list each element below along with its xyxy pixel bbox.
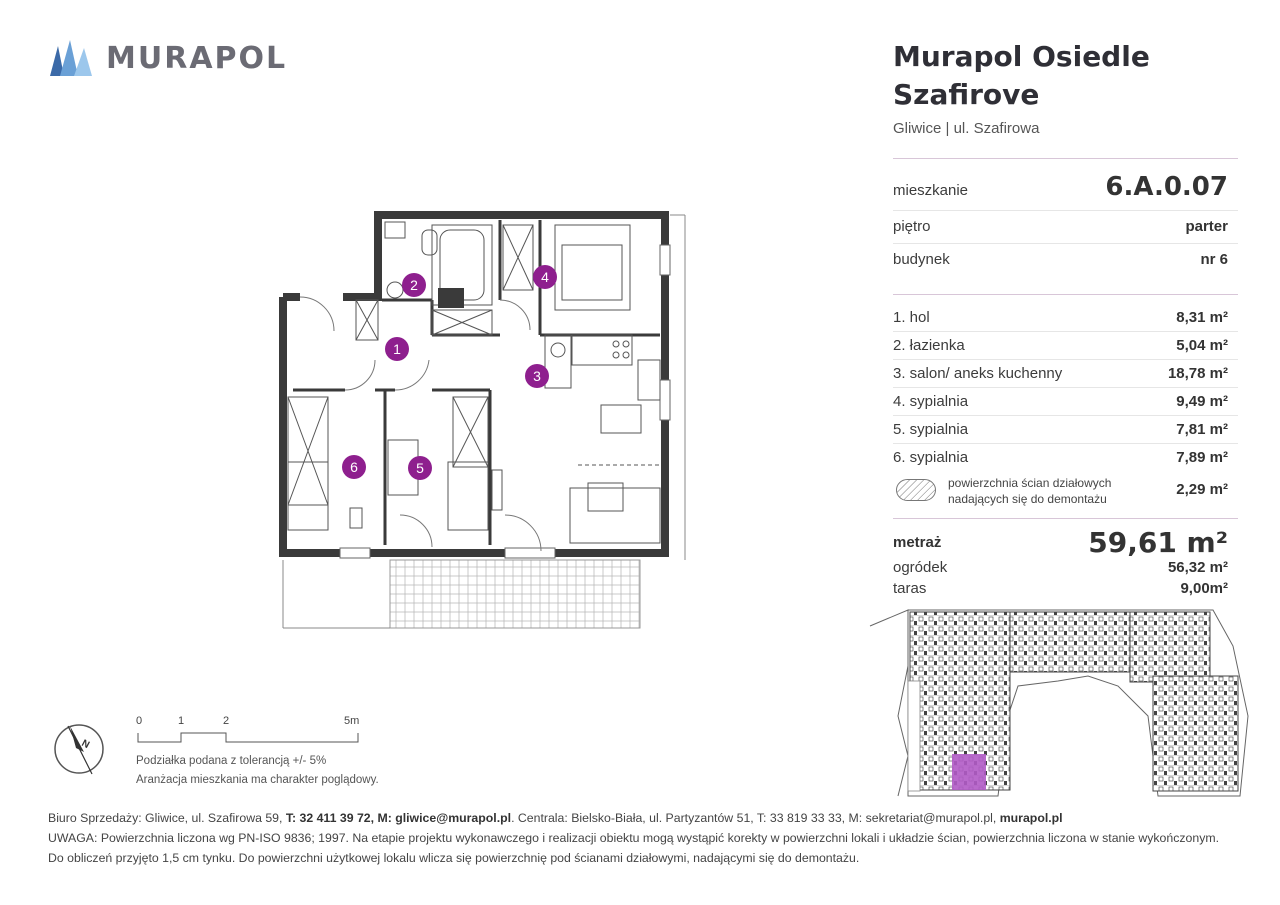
svg-text:5: 5 (416, 460, 424, 476)
room-label: 6. sypialnia (893, 449, 969, 466)
building-label: budynek (893, 251, 950, 268)
scale-tick: 5m (344, 715, 360, 727)
room-label: 5. sypialnia (893, 421, 969, 438)
footer-line-3: Do obliczeń przyjęto 1,5 cm tynku. Do powierzchni użytkowej lokalu wlicza się powierzchnię pod ścianami działowymi, nadającymi się do demontażu. (48, 851, 860, 865)
scale-ruler (136, 731, 361, 745)
garden-label: ogródek (893, 559, 948, 576)
room-row (893, 309, 1228, 326)
unit-row (893, 172, 1228, 202)
divider (893, 210, 1238, 211)
floor-value: parter (1185, 218, 1228, 235)
room-badge-4 (533, 265, 557, 289)
divider (893, 359, 1238, 360)
footer-website-link[interactable]: murapol.pl (999, 811, 1063, 825)
svg-text:1: 1 (393, 341, 401, 357)
room-label: 3. salon/ aneks kuchenny (893, 365, 1063, 382)
divider (893, 387, 1238, 388)
building-row (893, 251, 1228, 268)
room-area: 5,04 m² (1176, 337, 1228, 354)
highlighted-unit (952, 754, 986, 790)
garden-value: 56,32 m² (1167, 559, 1228, 576)
scale-tick: 0 (136, 715, 143, 727)
svg-text:2: 2 (410, 277, 418, 293)
scale-bar (136, 715, 376, 745)
footer-line-1 (48, 808, 1248, 828)
svg-text:N: N (79, 737, 92, 752)
brand-logo (50, 38, 290, 78)
divider (893, 415, 1238, 416)
footer-office: Biuro Sprzedaży: Gliwice, ul. Szafirowa 59, (48, 811, 286, 825)
footer-hq: . Centrala: Bielsko-Biała, ul. Partyzantów 51, T: 33 819 33 33, M: sekretariat@murapol.pl, (511, 811, 1000, 825)
room-row (893, 365, 1228, 382)
room-row (893, 337, 1228, 354)
svg-text:4: 4 (541, 269, 549, 285)
title-line-1: Murapol Osiedle (893, 40, 1150, 73)
floor-plan (270, 205, 700, 635)
metraz-label: metraż (893, 534, 942, 551)
room-label: 4. sypialnia (893, 393, 969, 410)
metraz-row (893, 526, 1228, 559)
room-label: 1. hol (893, 309, 930, 326)
footer (48, 808, 1248, 868)
floor-label: piętro (893, 218, 931, 235)
page-title (893, 38, 1253, 114)
footer-line-2: UWAGA: Powierzchnia liczona wg PN-ISO 9836; 1997. Na etapie projektu wykonawczego i realizacji obiektu mogą wystąpić korekty w powierzchni lokali i układzie ścian, powierzchnia liczona w stanie wykończonym. (48, 831, 1220, 845)
room-label: 2. łazienka (893, 337, 965, 354)
unit-label: mieszkanie (893, 182, 969, 199)
scale-tick: 2 (223, 715, 230, 727)
divider (893, 518, 1238, 519)
site-map (868, 606, 1253, 800)
room-row (893, 449, 1228, 466)
room-badge-1 (385, 337, 409, 361)
scale-tick: 1 (178, 715, 185, 727)
walls-note-line-1: powierzchnia ścian działowych (948, 476, 1112, 490)
room-badge-6 (342, 455, 366, 479)
room-badge-2 (402, 273, 426, 297)
location: Gliwice | ul. Szafirowa (893, 120, 1040, 137)
room-area: 7,81 m² (1176, 421, 1228, 438)
room-area: 7,89 m² (1176, 449, 1228, 466)
divider (893, 331, 1238, 332)
walls-note-line-2: nadających się do demontażu (948, 492, 1107, 506)
hatch-pattern-icon (896, 479, 936, 501)
room-badge-5 (408, 456, 432, 480)
floor-row (893, 218, 1228, 235)
room-row (893, 421, 1228, 438)
inner-walls (293, 220, 660, 545)
walls-legend (893, 475, 1228, 507)
room-area: 8,31 m² (1176, 309, 1228, 326)
divider (893, 158, 1238, 159)
room-row (893, 393, 1228, 410)
building-value: nr 6 (1200, 251, 1228, 268)
scale-note-1: Podziałka podana z tolerancją +/- 5% (136, 755, 327, 767)
footer-contact: T: 32 411 39 72, M: gliwice@murapol.pl (285, 811, 512, 825)
svg-text:6: 6 (350, 459, 358, 475)
divider (893, 443, 1238, 444)
divider (893, 294, 1238, 295)
scale-note-2: Aranżacja mieszkania ma charakter poglądowy. (136, 774, 379, 786)
unit-value: 6.A.0.07 (1105, 172, 1228, 202)
terrace-value: 9,00m² (1180, 580, 1228, 597)
room-area: 9,49 m² (1176, 393, 1228, 410)
outer-walls (283, 215, 665, 553)
compass-icon (48, 718, 110, 780)
divider (893, 243, 1238, 244)
room-area: 18,78 m² (1167, 365, 1228, 382)
metraz-value: 59,61 m² (1088, 526, 1228, 559)
terrace-grid (390, 560, 640, 628)
walls-area: 2,29 m² (1176, 481, 1228, 498)
terrace-row (893, 580, 1228, 597)
murapol-logo-icon (50, 40, 94, 76)
garden-row (893, 559, 1228, 576)
title-line-2: Szafirove (893, 78, 1040, 111)
room-badge-3 (525, 364, 549, 388)
brand-name: MURAPOL (106, 40, 288, 76)
svg-text:3: 3 (533, 368, 541, 384)
terrace-label: taras (893, 580, 927, 597)
